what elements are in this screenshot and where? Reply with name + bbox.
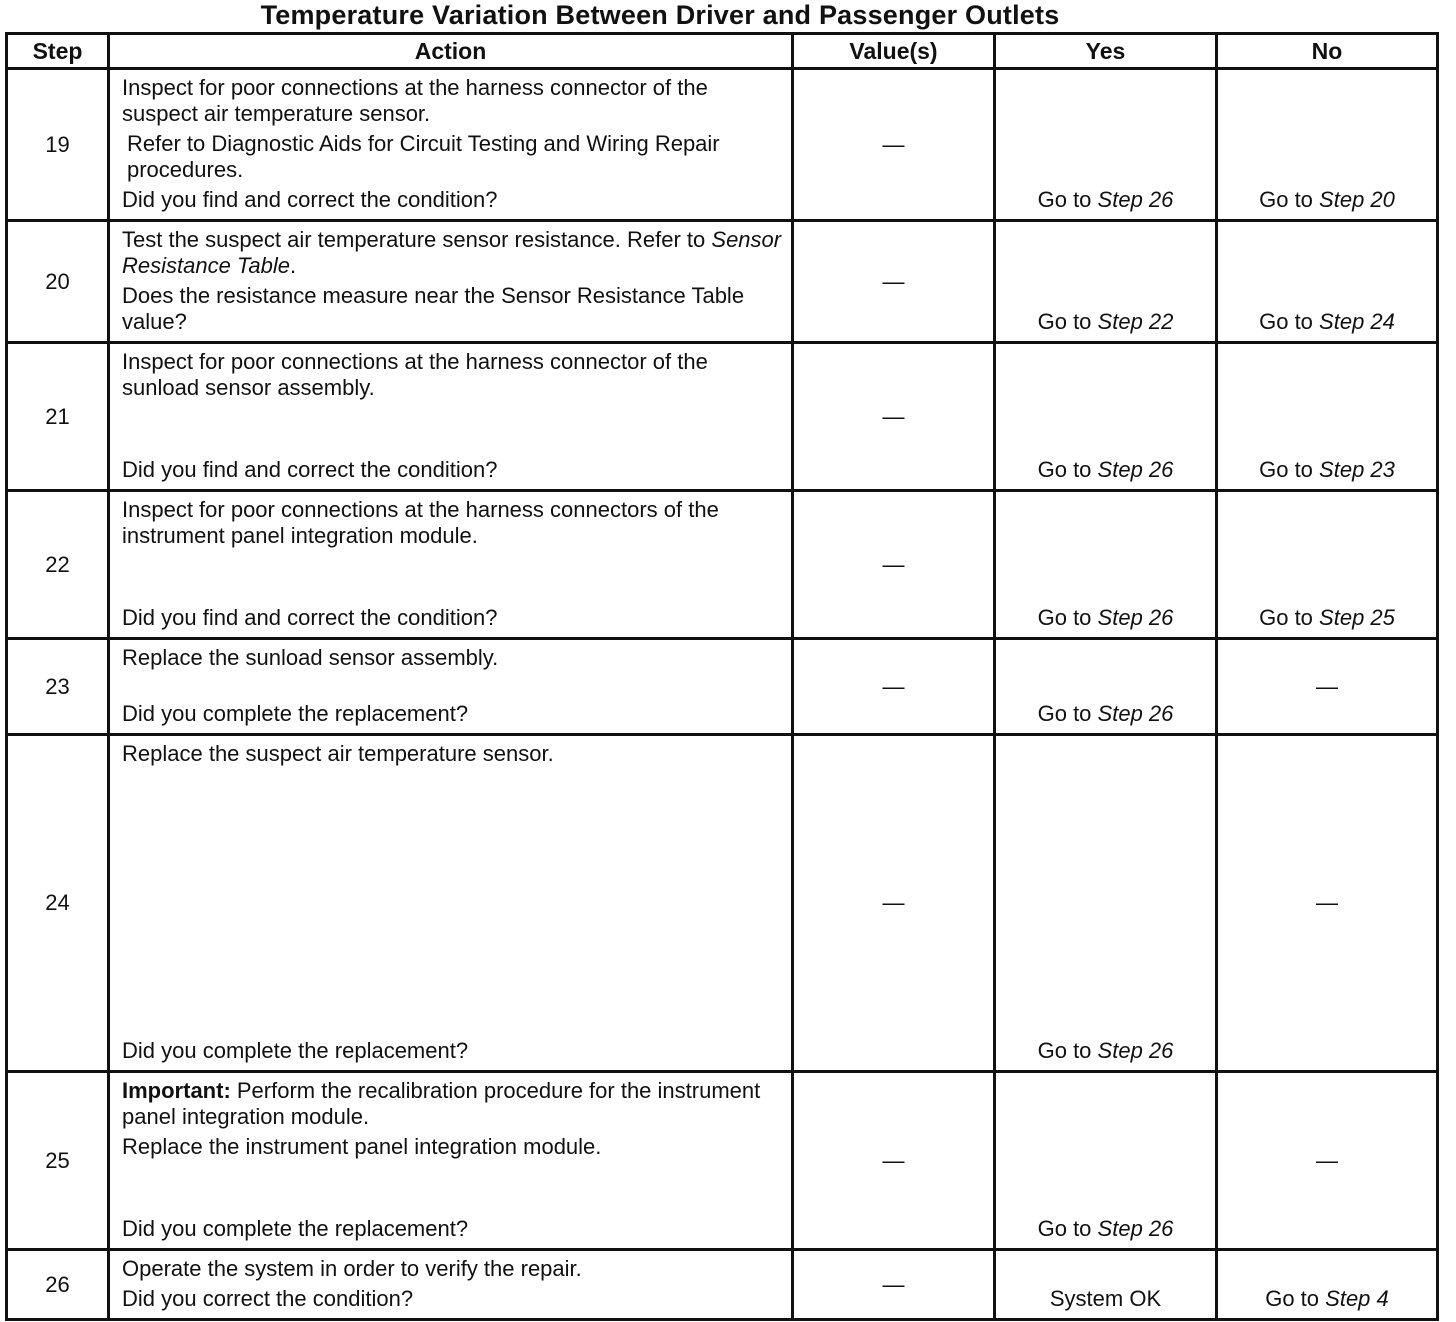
yes-step-ref: Step 26 — [1097, 1216, 1174, 1241]
action-cell — [109, 491, 793, 639]
action-question: Did you complete the replacement? — [122, 701, 469, 726]
yes-prefix: Go to — [1037, 1038, 1092, 1063]
no-cell — [1217, 1250, 1438, 1320]
action-question: Did you find and correct the condition? — [122, 605, 498, 630]
value-cell: — — [793, 639, 995, 735]
value-cell: — — [793, 1072, 995, 1250]
action-cell — [109, 1250, 793, 1320]
step-number: 22 — [7, 491, 109, 639]
action-text: Refer to Diagnostic Aids for Circuit Testing and Wiring Repair procedures. — [127, 131, 720, 182]
yes-prefix: Go to — [1037, 605, 1092, 630]
value-cell: — — [793, 69, 995, 221]
important-text: Perform the recalibration procedure for the instrument panel integration module. — [122, 1078, 761, 1129]
table-row — [7, 69, 1438, 221]
step-number: 20 — [7, 221, 109, 343]
no-prefix: Go to — [1259, 309, 1313, 334]
table-row — [7, 221, 1438, 343]
yes-cell — [995, 735, 1217, 1072]
table-row — [7, 343, 1438, 491]
action-question: Did you correct the condition? — [122, 1286, 414, 1311]
value-cell: — — [793, 735, 995, 1072]
step-number: 21 — [7, 343, 109, 491]
action-cell — [109, 221, 793, 343]
yes-cell — [995, 221, 1217, 343]
action-question: Did you find and correct the condition? — [122, 457, 498, 482]
value-cell: — — [793, 343, 995, 491]
no-cell — [1217, 69, 1438, 221]
table-row — [7, 735, 1438, 1072]
action-question: Does the resistance measure near the Sensor Resistance Table value? — [122, 283, 745, 334]
table-row — [7, 1072, 1438, 1250]
table-row — [7, 639, 1438, 735]
yes-step-ref: Step 26 — [1097, 1038, 1174, 1063]
no-prefix: Go to — [1259, 457, 1313, 482]
action-text: Replace the instrument panel integration module. — [122, 1134, 602, 1159]
important-note — [122, 1078, 783, 1130]
no-prefix: Go to — [1259, 605, 1313, 630]
action-question: Did you complete the replacement? — [122, 1216, 469, 1241]
step-number: 26 — [7, 1250, 109, 1320]
no-cell: — — [1217, 735, 1438, 1072]
header-no: No — [1217, 34, 1438, 69]
yes-prefix: Go to — [1037, 457, 1092, 482]
action-text: Operate the system in order to verify the repair. — [122, 1256, 582, 1281]
yes-cell — [995, 343, 1217, 491]
step-number: 23 — [7, 639, 109, 735]
no-cell — [1217, 491, 1438, 639]
yes-prefix: Go to — [1037, 1216, 1092, 1241]
table-row — [7, 491, 1438, 639]
table-row — [7, 1250, 1438, 1320]
page-title: Temperature Variation Between Driver and Passenger Outlets — [260, 0, 1060, 30]
action-cell — [109, 1072, 793, 1250]
yes-cell — [995, 69, 1217, 221]
header-yes: Yes — [995, 34, 1217, 69]
action-cell — [109, 735, 793, 1072]
action-text — [122, 227, 783, 279]
no-cell: — — [1217, 639, 1438, 735]
action-text-part: . — [289, 253, 297, 278]
action-text: Inspect for poor connections at the harness connectors of the instrument panel integration module. — [122, 497, 719, 548]
action-cell — [109, 69, 793, 221]
no-step-ref: Step 23 — [1319, 457, 1395, 482]
no-cell — [1217, 221, 1438, 343]
header-row — [7, 34, 1438, 69]
yes-prefix: Go to — [1037, 187, 1092, 212]
reference-link: Sensor Resistance Table — [122, 227, 782, 278]
step-number: 24 — [7, 735, 109, 1072]
header-values: Value(s) — [793, 34, 995, 69]
step-number: 25 — [7, 1072, 109, 1250]
value-cell: — — [793, 1250, 995, 1320]
no-step-ref: Step 20 — [1319, 187, 1395, 212]
value-cell: — — [793, 221, 995, 343]
yes-step-ref: Step 26 — [1097, 187, 1174, 212]
yes-prefix: Go to — [1037, 701, 1092, 726]
no-prefix: Go to — [1259, 187, 1313, 212]
no-step-ref: Step 25 — [1319, 605, 1395, 630]
action-text: Inspect for poor connections at the harness connector of the suspect air temperature sensor. — [122, 75, 708, 126]
yes-prefix: Go to — [1037, 309, 1092, 334]
no-cell — [1217, 343, 1438, 491]
no-step-ref: Step 24 — [1319, 309, 1395, 334]
action-cell — [109, 639, 793, 735]
yes-step-ref: Step 26 — [1097, 605, 1174, 630]
yes-step-ref: Step 26 — [1097, 701, 1174, 726]
yes-step-ref: Step 22 — [1097, 309, 1174, 334]
header-step: Step — [7, 34, 109, 69]
step-number: 19 — [7, 69, 109, 221]
action-text: Replace the suspect air temperature sensor. — [122, 741, 554, 766]
header-action: Action — [109, 34, 793, 69]
action-cell — [109, 343, 793, 491]
yes-cell — [995, 1072, 1217, 1250]
yes-cell — [995, 491, 1217, 639]
yes-cell — [995, 639, 1217, 735]
no-prefix: Go to — [1265, 1286, 1320, 1311]
value-cell: — — [793, 491, 995, 639]
action-text-part: Test the suspect air temperature sensor resistance. Refer to — [122, 227, 712, 252]
action-question: Did you find and correct the condition? — [122, 187, 498, 212]
yes-cell: System OK — [995, 1250, 1217, 1320]
no-step-ref: Step 4 — [1325, 1286, 1389, 1311]
diagnostic-table — [5, 32, 1439, 1321]
action-question: Did you complete the replacement? — [122, 1038, 469, 1063]
yes-step-ref: Step 26 — [1097, 457, 1174, 482]
action-text: Inspect for poor connections at the harness connector of the sunload sensor assembly. — [122, 349, 708, 400]
important-label: Important: — [122, 1078, 231, 1103]
no-cell: — — [1217, 1072, 1438, 1250]
action-text: Replace the sunload sensor assembly. — [122, 645, 499, 670]
